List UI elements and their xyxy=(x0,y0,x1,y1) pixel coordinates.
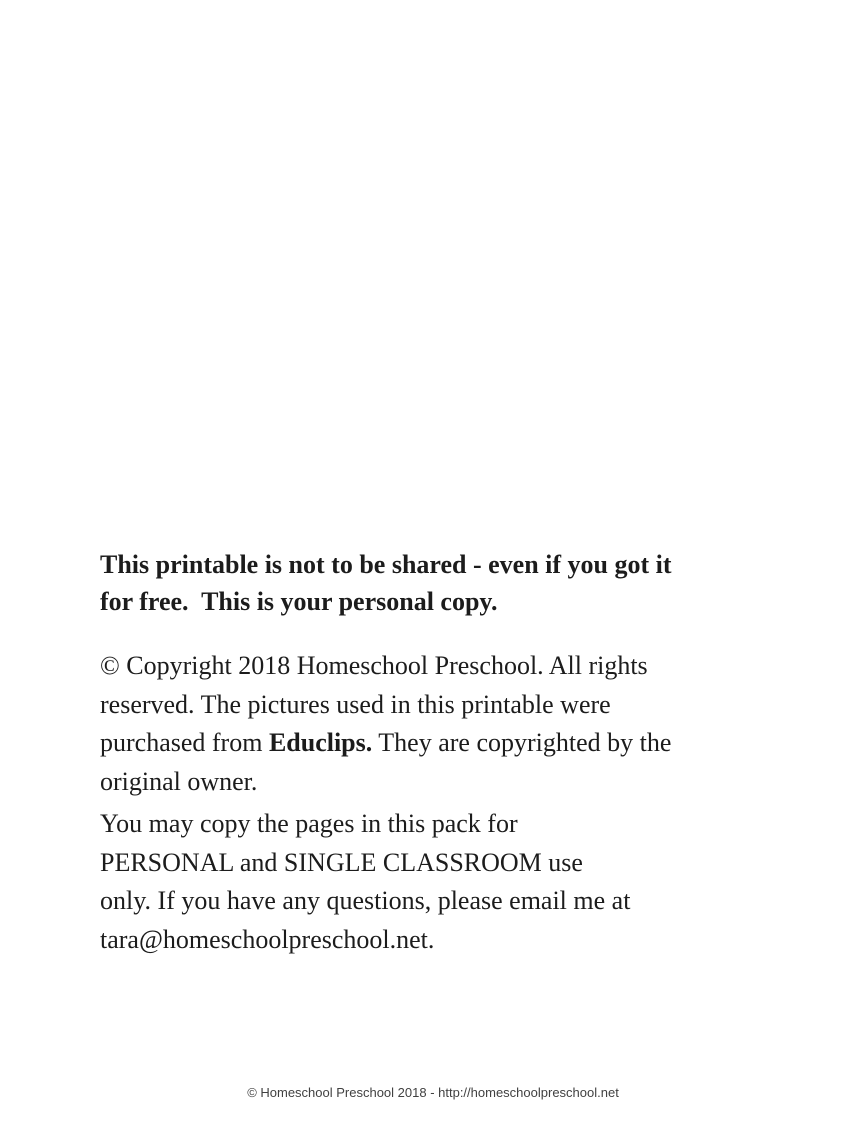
text-segment: reserved. The pictures used in this printable were xyxy=(100,689,611,719)
text-segment: original owner. xyxy=(100,766,258,796)
page-footer: © Homeschool Preschool 2018 - http://homeschoolpreschool.net xyxy=(247,1085,619,1100)
text-segment: You may copy the pages in this pack for xyxy=(100,809,518,838)
text-line xyxy=(100,647,750,686)
text-segment: PERSONAL and SINGLE CLASSROOM use xyxy=(100,847,583,877)
text-line xyxy=(100,805,750,844)
text-segment: tara@homeschoolpreschool.net. xyxy=(100,924,435,954)
bold-text: Educlips. xyxy=(268,728,373,757)
usage-paragraph xyxy=(100,805,750,959)
text-segment: © Copyright 2018 Homeschool Preschool. All rights xyxy=(100,651,648,680)
text-segment: only. If you have any questions, please email me at xyxy=(100,886,631,915)
no-share-heading xyxy=(100,546,750,620)
page-content xyxy=(100,546,750,959)
copyright-paragraph xyxy=(100,647,750,801)
text-line xyxy=(100,763,750,802)
text-line xyxy=(100,921,750,960)
text-segment: purchased from xyxy=(100,728,269,757)
heading-line: This printable is not to be shared - even if you got it xyxy=(100,550,672,579)
text-line xyxy=(100,844,750,883)
text-line xyxy=(100,724,750,763)
text-line xyxy=(100,686,750,725)
text-segment: They are copyrighted by the xyxy=(372,728,672,757)
heading-line: for free. This is your personal copy. xyxy=(100,587,498,616)
text-line xyxy=(100,882,750,921)
